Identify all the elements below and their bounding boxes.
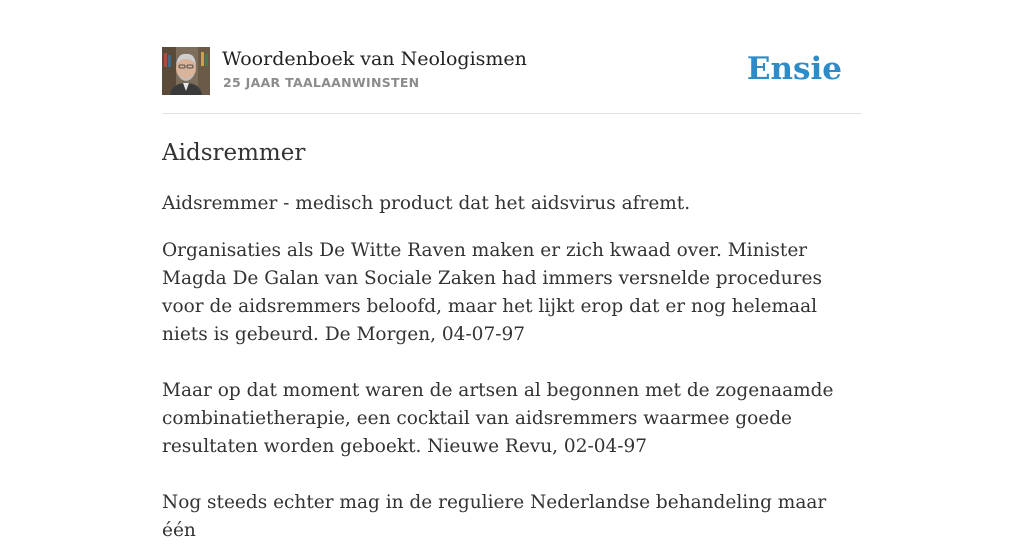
author-avatar[interactable] [162,47,210,95]
article [162,138,862,545]
entry-quote: Nog steeds echter mag in de reguliere Nederlandse behandeling maar één [162,492,827,541]
header-divider [162,113,862,114]
entry-title: Aidsremmer [162,140,306,166]
brand-logo[interactable]: Ensie [746,51,842,87]
site-title[interactable]: Woordenboek van Neologismen [222,48,527,70]
avatar-portrait-image [162,47,210,95]
entry-definition: Aidsremmer - medisch product dat het aidsvirus afremt. [162,193,691,214]
entry-quote: Organisaties als De Witte Raven maken er zich kwaad over. Minister Magda De Galan van Sociale Zaken had immers versnelde procedures voor de aidsremmers beloofd, maar het lijkt erop dat er nog helemaal niets is gebeurd. De Morgen, 04-07-97 [162,240,822,345]
site-subtitle: 25 JAAR TAALAANWINSTEN [223,75,420,90]
header [162,47,862,95]
entry-quote: Maar op dat moment waren de artsen al begonnen met de zogenaamde combinatietherapie, een cocktail van aidsremmers waarmee goede resultaten worden geboekt. Nieuwe Revu, 02-04-97 [162,380,834,457]
